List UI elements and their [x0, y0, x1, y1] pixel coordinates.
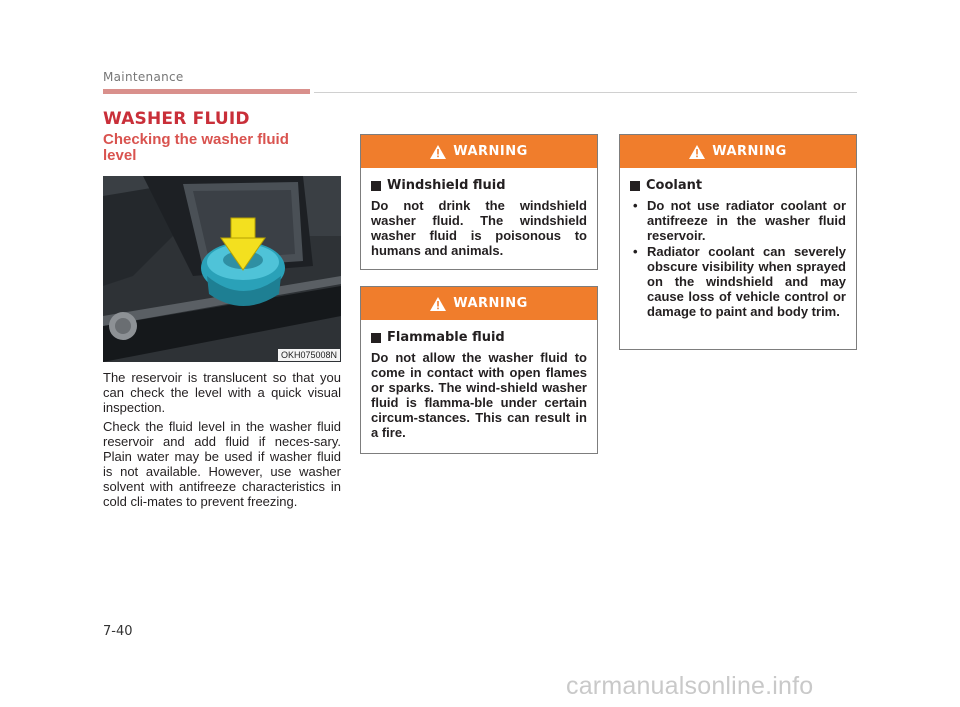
engine-bay-illustration: [103, 176, 341, 362]
header-rule-thin: [314, 92, 857, 93]
warning-title-row: [630, 178, 846, 193]
chapter-title: WASHER FLUID: [103, 109, 250, 129]
warning-header: [620, 135, 856, 168]
header-rule-thick: [103, 89, 310, 94]
warning-label: WARNING: [712, 144, 787, 159]
warning-title-row: [371, 330, 587, 345]
warning-label: WARNING: [453, 144, 528, 159]
reservoir-photo: [103, 176, 341, 362]
warning-header: [361, 135, 597, 168]
body-paragraph-1: The reservoir is translucent so that you can check the level with a quick visual inspection.: [103, 370, 341, 415]
warning-title: Windshield fluid: [387, 178, 506, 193]
body-paragraph-2: Check the fluid level in the washer fluid reservoir and add fluid if neces-sary. Plain water may be used if washer fluid is not available. However, use washer solvent with antifreeze characteristics in cold cli-mates to prevent freezing.: [103, 419, 341, 509]
warning-triangle-icon: [430, 297, 446, 311]
square-bullet-icon: [630, 181, 640, 191]
warning-box-coolant: [619, 134, 857, 350]
warning-triangle-icon: [689, 145, 705, 159]
sub-title: Checking the washer fluid level: [103, 131, 289, 164]
warning-list-item: • Do not use radiator coolant or antifreeze in the washer fluid reservoir.: [630, 198, 846, 243]
warning-list-item: • Radiator coolant can severely obscure visibility when sprayed on the windshield and may cause loss of vehicle control or damage to paint and body trim.: [630, 244, 846, 319]
photo-code: OKH075008N: [278, 349, 340, 361]
page-number: 7-40: [103, 624, 133, 639]
warning-title: Coolant: [646, 178, 703, 193]
watermark: carmanualsonline.info: [566, 672, 814, 700]
section-label: Maintenance: [103, 70, 184, 84]
warning-text: Do not drink the windshield washer fluid. The windshield washer fluid is poisonous to humans and animals.: [371, 198, 587, 258]
warning-title: Flammable fluid: [387, 330, 505, 345]
warning-triangle-icon: [430, 145, 446, 159]
warning-box-flammable-fluid: [360, 286, 598, 454]
square-bullet-icon: [371, 181, 381, 191]
warning-header: [361, 287, 597, 320]
warning-box-windshield-fluid: [360, 134, 598, 270]
warning-text: Do not allow the washer fluid to come in contact with open flames or sparks. The wind-shield washer fluid is flamma-ble under certain circum-stances. This can result in a fire.: [371, 350, 587, 440]
warning-label: WARNING: [453, 296, 528, 311]
warning-list: [630, 198, 846, 319]
warning-title-row: [371, 178, 587, 193]
square-bullet-icon: [371, 333, 381, 343]
